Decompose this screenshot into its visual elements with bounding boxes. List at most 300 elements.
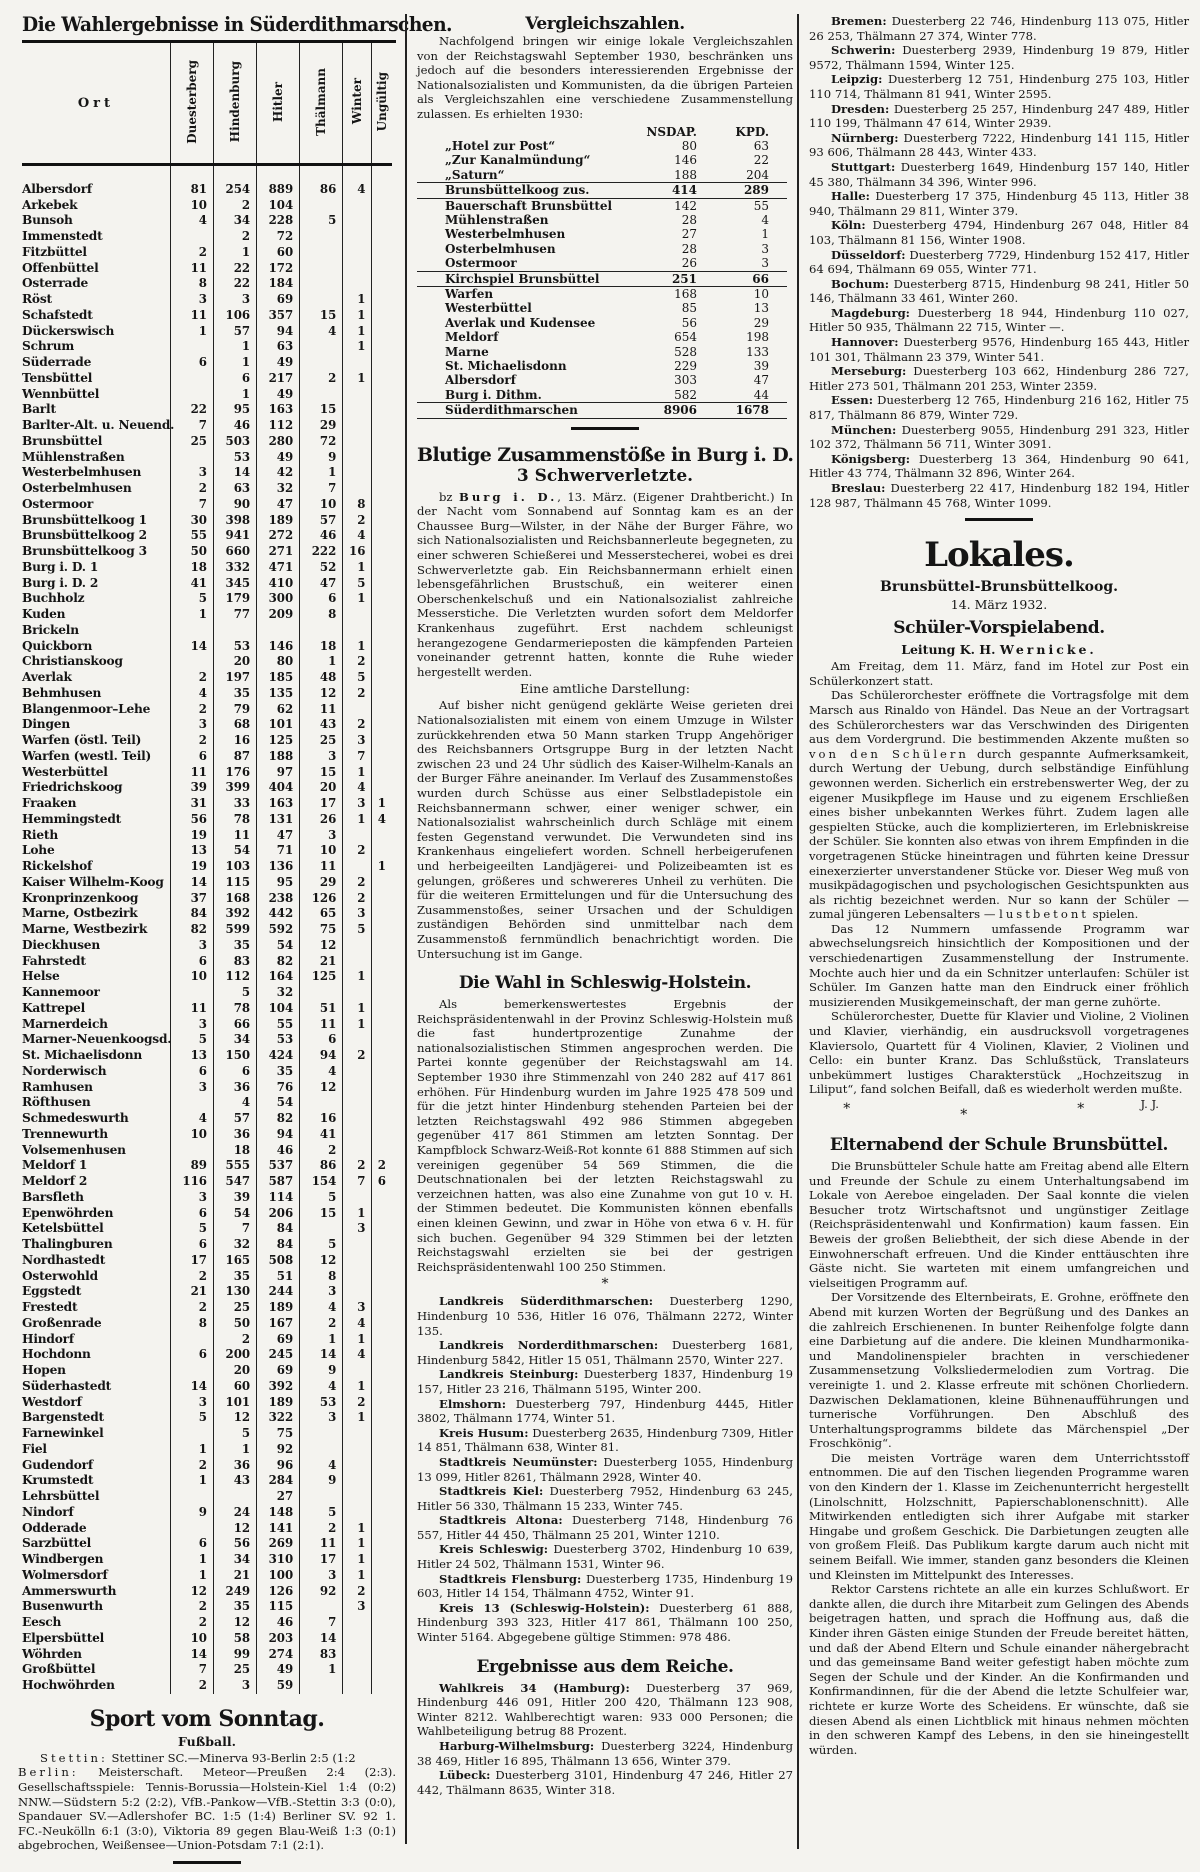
vote-count: 7 xyxy=(170,497,213,513)
vote-count: 167 xyxy=(257,1316,300,1332)
vote-count: 5 xyxy=(300,213,343,229)
vote-count: 206 xyxy=(257,1206,300,1222)
vote-count xyxy=(372,1536,392,1552)
place-name: Großbüttel xyxy=(22,1662,96,1677)
results-row xyxy=(22,576,392,592)
place-name: Ostermoor xyxy=(22,496,94,511)
vote-count: 1 xyxy=(343,969,372,985)
vote-count: 172 xyxy=(257,261,300,277)
reich-result: Köln: Duesterberg 4794, Hindenburg 267 048, Hitler 84 103, Thälmann 81 156, Winter 1908. xyxy=(809,218,1189,247)
district-result: Elmshorn: Duesterberg 797, Hindenburg 4445, Hitler 3802, Thälmann 1774, Winter 51. xyxy=(417,1396,793,1426)
vote-count: 3 xyxy=(170,465,213,481)
vote-count xyxy=(343,607,372,623)
vote-count: 2 xyxy=(343,1395,372,1411)
vote-count: 3 xyxy=(300,828,343,844)
vote-count: 168 xyxy=(214,891,257,907)
vote-count: 14 xyxy=(300,1347,343,1363)
district-result: Kreis 13 (Schleswig-Holstein): Duesterberg 61 888, Hindenburg 393 323, Hitler 417 861, Thälmann 100 250, Winter 5164. Abgegebene gültige Stimmen: 978 486. xyxy=(417,1600,793,1645)
vote-count: 141 xyxy=(257,1521,300,1537)
vote-count: 1 xyxy=(343,1536,372,1552)
vote-count: 46 xyxy=(214,418,257,434)
place-name: Marne, Westbezirk xyxy=(22,922,148,936)
vote-count: 6 xyxy=(170,1206,213,1222)
vote-count: 12 xyxy=(300,938,343,954)
place-name: Brunsbüttelkoog 1 xyxy=(22,512,147,527)
vote-count: 63 xyxy=(257,339,300,355)
vote-count: 5 xyxy=(300,1237,343,1253)
vote-count: 12 xyxy=(170,1584,213,1600)
place-name: Warfen (westl. Teil) xyxy=(22,748,152,763)
vote-count: 7 xyxy=(170,418,213,434)
vote-count: 86 xyxy=(300,1158,343,1174)
results-row xyxy=(22,1206,392,1222)
vote-count xyxy=(343,1458,372,1474)
results-row xyxy=(22,355,392,371)
results-row xyxy=(22,780,392,796)
vote-count: 35 xyxy=(214,938,257,954)
place-name: Blangenmoor–Lehe xyxy=(22,701,151,716)
vote-count: 1 xyxy=(343,1410,372,1426)
vote-count: 19 xyxy=(170,859,213,875)
place-name: Elpersbüttel xyxy=(22,1630,105,1645)
vote-count: 4 xyxy=(343,182,372,198)
vote-count: 2 xyxy=(170,1599,213,1615)
vote-count xyxy=(372,969,392,985)
vote-count: 6 xyxy=(170,749,213,765)
vote-count xyxy=(372,1284,392,1300)
vote-count: 8 xyxy=(300,607,343,623)
comparison-total-row: Kirchspiel Brunsbüttel 251 66 xyxy=(417,271,787,286)
vote-count: 95 xyxy=(214,402,257,418)
vote-count: 2 xyxy=(300,1521,343,1537)
vote-count: 5 xyxy=(170,1032,213,1048)
vote-count: 83 xyxy=(300,1647,343,1663)
vote-count: 16 xyxy=(300,1111,343,1127)
vote-count xyxy=(170,985,213,1001)
vote-count: 2 xyxy=(343,717,372,733)
vote-count: 32 xyxy=(214,1237,257,1253)
vote-count xyxy=(372,1489,392,1505)
place-name: Windbergen xyxy=(22,1552,104,1566)
vote-count xyxy=(300,245,343,261)
vote-count xyxy=(372,891,392,907)
place-name: Nordhastedt xyxy=(22,1252,106,1267)
vote-count xyxy=(372,623,392,639)
results-table xyxy=(22,43,392,1694)
sh-text: Als bemerkenswertestes Ergebnis der Reichspräsidentenwahl in der Provinz Schleswig-Holstein muß die fast hundertprozentige Zunahme der nationalsozialistischen Stimmen angesprochen werden. Die Partei konnte gegenüber der Reichstagswahl am 14. September 1930 ihre Stimmenzahl von 240 282 auf 417 861 erhöhen. Für Hindenburg wurden im Jahre 1925 478 509 und für die jetzt hinter Hindenburg stehenden Parteien bei der letzten Reichstagswahl 492 986 Stimmen abgegeben gegenüber 417 861 Stimmen am letzten Sonntag. Der Kampfblock Schwarz-Weiß-Rot konnte 61 888 Stimmen auf sich vereinigen gegenüber 54 569 Stimmen, die die Deutschnationalen bei der letzten Reichstagswahl zu verzeichnen hatten, was also eine Zunahme von gut 10 v. H. der Stimmen bedeutet. Die Kommunisten können ebenfalls einen kleinen Gewinn, und zwar in Höhe von etwa 6 v. H. für sich buchen. Gegenüber 94 329 Stimmen bei der letzten Reichstagswahl erzielten sie bei der gestrigen Reichspräsidentenwahl 100 250 Stimmen. xyxy=(417,997,793,1274)
vote-count xyxy=(300,387,343,403)
vote-count: 43 xyxy=(214,1473,257,1489)
vote-count xyxy=(343,1473,372,1489)
vote-count xyxy=(372,1395,392,1411)
vote-count xyxy=(372,749,392,765)
vote-count: 49 xyxy=(257,1662,300,1678)
place-name: Meldorf 2 xyxy=(22,1174,88,1188)
vote-count xyxy=(372,1127,392,1143)
vote-count: 1 xyxy=(343,1332,372,1348)
vote-count: 1 xyxy=(170,1473,213,1489)
vote-count: 238 xyxy=(257,891,300,907)
vote-count xyxy=(343,481,372,497)
vote-count: 2 xyxy=(343,1584,372,1600)
results-row xyxy=(22,969,392,985)
vote-count: 189 xyxy=(257,1395,300,1411)
vote-count: 16 xyxy=(214,733,257,749)
vote-count: 3 xyxy=(170,1395,213,1411)
vote-count xyxy=(372,843,392,859)
vote-count: 35 xyxy=(214,686,257,702)
results-row xyxy=(22,1584,392,1600)
place-name: Mühlenstraßen xyxy=(22,449,125,464)
vote-count: 5 xyxy=(343,922,372,938)
vote-count: 1 xyxy=(343,639,372,655)
vote-count: 53 xyxy=(300,1395,343,1411)
vote-count xyxy=(257,623,300,639)
eltern-headline: Elternabend der Schule Brunsbüttel. xyxy=(829,1135,1169,1155)
vote-count: 7 xyxy=(300,481,343,497)
vote-count: 14 xyxy=(214,465,257,481)
vote-count xyxy=(170,1332,213,1348)
vote-count: 150 xyxy=(214,1048,257,1064)
vote-count xyxy=(343,985,372,1001)
vote-count xyxy=(372,292,392,308)
results-row xyxy=(22,1064,392,1080)
vote-count xyxy=(372,1505,392,1521)
vote-count xyxy=(372,1017,392,1033)
vote-count: 6 xyxy=(170,954,213,970)
vote-count: 46 xyxy=(257,1143,300,1159)
vote-count: 29 xyxy=(300,875,343,891)
place-name: Farnewinkel xyxy=(22,1426,104,1440)
results-row xyxy=(22,1237,392,1253)
vote-count xyxy=(343,198,372,214)
vote-count: 1 xyxy=(170,324,213,340)
vote-count: 2 xyxy=(300,371,343,387)
place-name: Bunsoh xyxy=(22,213,73,228)
vote-count: 5 xyxy=(300,1190,343,1206)
burg-subheadline: 3 Schwerverletzte. xyxy=(516,465,694,486)
vote-count: 47 xyxy=(300,576,343,592)
vote-count: 14 xyxy=(170,639,213,655)
vote-count xyxy=(372,1300,392,1316)
lokales-heading: Lokales. xyxy=(924,535,1074,576)
place-name: Ammerswurth xyxy=(22,1583,117,1598)
results-row xyxy=(22,812,392,828)
vote-count: 18 xyxy=(214,1143,257,1159)
results-row xyxy=(22,859,392,875)
vote-count: 84 xyxy=(257,1237,300,1253)
vote-count: 9 xyxy=(170,1505,213,1521)
vote-count: 300 xyxy=(257,591,300,607)
place-name: Hopen xyxy=(22,1363,66,1377)
results-row xyxy=(22,796,392,812)
results-row xyxy=(22,938,392,954)
vote-count: 94 xyxy=(257,324,300,340)
vote-count: 555 xyxy=(214,1158,257,1174)
reich-result: Wahlkreis 34 (Hamburg): Duesterberg 37 969, Hindenburg 446 091, Hitler 200 420, Thälmann 123 908, Winter 8212. Wahlberechtigt waren: 933 000 Personen; die Wahlbeteiligung betrug 88 Prozent. xyxy=(417,1680,793,1739)
comparison-row: Marne 528 133 xyxy=(445,344,769,359)
place-name: Osterbelmhusen xyxy=(22,481,132,495)
results-row xyxy=(22,1095,392,1111)
vote-count: 2 xyxy=(170,702,213,718)
place-name: Westerbelmhusen xyxy=(22,465,142,480)
vote-count: 11 xyxy=(170,1001,213,1017)
vote-count: 37 xyxy=(170,891,213,907)
vote-count: 1 xyxy=(372,796,392,812)
vote-count xyxy=(343,1489,372,1505)
vote-count xyxy=(343,954,372,970)
vote-count xyxy=(372,1064,392,1080)
vote-count: 274 xyxy=(257,1647,300,1663)
vote-count: 92 xyxy=(300,1584,343,1600)
place-name: Tensbüttel xyxy=(22,370,93,385)
vote-count: 77 xyxy=(214,607,257,623)
vote-count xyxy=(170,450,213,466)
place-name: Süderhastedt xyxy=(22,1378,112,1393)
header-hitler: Hitler xyxy=(257,43,300,165)
vote-count xyxy=(343,450,372,466)
place-name: Fitzbüttel xyxy=(22,244,87,259)
vote-count: 101 xyxy=(257,717,300,733)
vote-count: 1 xyxy=(343,371,372,387)
vote-count: 99 xyxy=(214,1647,257,1663)
vote-count xyxy=(343,418,372,434)
place-name: Süderrade xyxy=(22,355,92,369)
vote-count xyxy=(343,1237,372,1253)
vote-count: 57 xyxy=(214,324,257,340)
results-row xyxy=(22,1426,392,1442)
place-name: Trennewurth xyxy=(22,1126,108,1141)
vote-count: 81 xyxy=(170,182,213,198)
results-row xyxy=(22,1017,392,1033)
place-name: Wennbüttel xyxy=(22,386,100,401)
sport-text: Stettin: Stettiner SC.—Minerva 93-Berlin 2:5 (1:2 Berlin: Meisterschaft. Meteor—Preußen 2:4 (2:3). Gesellschaftsspiele: Tennis-Borussia—Holstein-Kiel 1:4 (0:2) NNW.—Südstern 5:2 (2:2), VfB.-Pankow—VfB.-Stettin 3:3 (0:0), Spandauer SV.—Adlershofer BC. 1:5 (1:4) Berliner SV. 92 1. FC.-Neukölln 6:1 (3:0), Viktoria 89 gegen Blau-Weiß 1:3 (0:1) abgebrochen, Weißensee—Union-Potsdam 7:1 (2:1). xyxy=(18,1750,396,1853)
vote-count xyxy=(343,1095,372,1111)
vote-count: 2 xyxy=(170,1300,213,1316)
results-row xyxy=(22,1505,392,1521)
vote-count: 43 xyxy=(300,717,343,733)
vote-count: 7 xyxy=(300,1615,343,1631)
vote-count xyxy=(372,765,392,781)
place-name: Eggstedt xyxy=(22,1284,82,1299)
vote-count: 21 xyxy=(214,1568,257,1584)
place-name: Wöhrden xyxy=(22,1646,82,1661)
vote-count: 1 xyxy=(170,1552,213,1568)
eltern-p1: Die Brunsbütteler Schule hatte am Freitag abend alle Eltern und Freunde der Schule zu einem Unterhaltungsabend im Lokale von Aereboe eingeladen. Der Saal konnte die vielen Besucher trotz Wirtschaftsnot und ungünstiger Zeitlage (Reichspräsidentenwahl und Konfirmation) kaum fassen. Ein Beweis der großen Beliebtheit, der sich diese Abende in der Einwohnerschaft erfreuen. Und die Kinder enttäuschten ihre Gäste nicht. Sie warteten mit einem umfangreichen und vielseitigen Programm auf. xyxy=(809,1159,1189,1290)
vote-count: 39 xyxy=(214,1190,257,1206)
official-report: Auf bisher nicht genügend geklärte Weise gerieten drei Nationalsozialisten mit einem von einem Umzuge in Wilster zurückkehrenden etwa 50 Mann starken Trupp Angehöriger des Reichsbanners Ortsgruppe Burg in der letzten Nacht zwischen 23 und 24 Uhr südlich des Kaiser-Wilhelm-Kanals an der Burger Fähre aneinander. Im Verlauf des Zusammenstoßes wurden durch Schüsse aus einer Selbstladepistole ein Reichsbannermann schwer, einer weniger schwer, ein Nationalsozialist wahrscheinlich durch Schläge mit einem festen Gegenstand verwundet. Die Verwundeten sind ins Krankenhaus eingeliefert worden. Schnell herbeigerufenen und herbeigeeilten Landjägerei- und Polizeibeamten ist es gelungen, größeres und schwereres Unheil zu verhüten. Die für die weiteren Ermittelungen und für die Untersuchung des Zusammenstoßes, seiner Ursachen und der Schuldigen zuständigen Behörden sind unmittelbar nach dem Zusammenstoß fernmündlich benachrichtigt worden. Die Untersuchung ist im Gange. xyxy=(417,698,793,961)
vote-count: 6 xyxy=(300,1032,343,1048)
vote-count: 272 xyxy=(257,528,300,544)
vote-count: 12 xyxy=(300,686,343,702)
vote-count: 3 xyxy=(300,1284,343,1300)
vote-count: 55 xyxy=(257,1017,300,1033)
vote-count: 146 xyxy=(257,639,300,655)
place-name: St. Michaelisdonn xyxy=(22,1048,143,1062)
vote-count xyxy=(170,229,213,245)
comparison-row: Burg i. Dithm. 582 44 xyxy=(445,387,769,402)
section-rule xyxy=(571,427,639,430)
vote-count: 14 xyxy=(170,1647,213,1663)
reich-result: Dresden: Duesterberg 25 257, Hindenburg 247 489, Hitler 110 199, Thälmann 47 614, Winter 2939. xyxy=(809,101,1189,131)
vote-count xyxy=(372,1332,392,1348)
vote-count xyxy=(300,292,343,308)
place-name: Osterrade xyxy=(22,276,89,291)
vote-count: 203 xyxy=(257,1631,300,1647)
vote-count: 112 xyxy=(214,969,257,985)
vorspiel-headline: Schüler-Vorspielabend. xyxy=(893,618,1105,639)
place-name: Westdorf xyxy=(22,1394,82,1409)
results-row xyxy=(22,465,392,481)
vorspiel-p2: Das Schülerorchester eröffnete die Vortragsfolge mit dem Marsch aus Rinaldo von Händel. Das Neue an der Vortragsart des Schülerorchesters war das Verschwinden des Dirigenten aus dem Vordergrund. Die bestimmenden Akzente mußten so von den Schülern durch gespannte Aufmerksamkeit, durch Wertung der Uebung, durch selbständige Einfühlung gewonnen werden. Sicherlich ein erstrebenswerter Weg, der zu eigener Musikpflege im Hause und zu eigenem Erschließen eines bisher unbekannten Werkes führt. Zudem lagen alle gespielten Stücke, auch die komplizierteren, im Erlebniskreise der Schüler. Sie konnten also etwas von ihrem Empfinden in die vorgetragenen Stücke hineintragen und führten keine Dressur einexerzierter unverstandener Stücke vor. Dieser Weg muß von musikpädagogischen und psychologischen Gesichtspunkten aus als richtig bezeichnet werden. Nur so kann der Schüler — zumal jüngeren Lebensalters — lustbetont spielen. xyxy=(809,688,1189,922)
vote-count xyxy=(343,355,372,371)
vote-count xyxy=(343,1662,372,1678)
vote-count: 1 xyxy=(214,339,257,355)
vote-count xyxy=(343,702,372,718)
vote-count xyxy=(372,985,392,1001)
vote-count: 3 xyxy=(170,1190,213,1206)
vote-count: 188 xyxy=(257,749,300,765)
column-reich-and-local xyxy=(797,14,1189,1849)
results-row xyxy=(22,229,392,245)
reich-result: Königsberg: Duesterberg 13 364, Hindenburg 90 641, Hitler 43 774, Thälmann 32 896, Winter 264. xyxy=(809,451,1189,481)
vote-count xyxy=(300,985,343,1001)
vote-count: 76 xyxy=(257,1080,300,1096)
vote-count: 209 xyxy=(257,607,300,623)
vote-count: 179 xyxy=(214,591,257,607)
vote-count: 2 xyxy=(343,686,372,702)
vote-count xyxy=(372,1048,392,1064)
place-name: Brunsbüttelkoog 2 xyxy=(22,528,147,543)
vote-count: 185 xyxy=(257,670,300,686)
vote-count xyxy=(372,1647,392,1663)
district-result: Landkreis Norderdithmarschen: Duesterberg 1681, Hindenburg 5842, Hitler 15 051, Thälmann 2570, Winter 227. xyxy=(417,1338,793,1367)
place-name: Epenwöhrden xyxy=(22,1205,114,1220)
vote-count: 503 xyxy=(214,434,257,450)
vote-count: 30 xyxy=(170,513,213,529)
reich-result: Magdeburg: Duesterberg 18 944, Hindenburg 110 027, Hitler 50 935, Thälmann 22 715, Winter —. xyxy=(809,305,1189,335)
place-name: Barlter-Alt. u. Neuend. xyxy=(22,418,175,432)
vote-count: 1 xyxy=(300,465,343,481)
vote-count xyxy=(372,1001,392,1017)
place-name: Schrum xyxy=(22,339,75,354)
results-row xyxy=(22,1332,392,1348)
vote-count xyxy=(343,1615,372,1631)
vote-count xyxy=(372,387,392,403)
vote-count: 11 xyxy=(170,765,213,781)
comparison-row: Warfen 168 10 xyxy=(445,287,769,302)
vote-count: 75 xyxy=(300,922,343,938)
results-row xyxy=(22,1536,392,1552)
place-name: Albersdorf xyxy=(22,181,92,196)
vote-count: 15 xyxy=(300,1206,343,1222)
vote-count: 10 xyxy=(300,843,343,859)
vote-count xyxy=(300,1095,343,1111)
place-name: Ketelsbüttel xyxy=(22,1221,104,1236)
reich-result: Bremen: Duesterberg 22 746, Hindenburg 113 075, Hitler 26 253, Thälmann 27 374, Winter 778. xyxy=(809,14,1189,43)
vote-count: 34 xyxy=(214,1552,257,1568)
vote-count: 36 xyxy=(214,1127,257,1143)
results-row xyxy=(22,339,392,355)
reich-result: Leipzig: Duesterberg 12 751, Hindenburg 275 103, Hitler 110 714, Thälmann 81 941, Winter 2595. xyxy=(809,72,1189,101)
vote-count: 60 xyxy=(214,1379,257,1395)
vote-count: 54 xyxy=(257,938,300,954)
vote-count xyxy=(343,1111,372,1127)
results-row xyxy=(22,1111,392,1127)
vote-count xyxy=(170,339,213,355)
place-name: Schafstedt xyxy=(22,307,93,322)
vote-count xyxy=(372,938,392,954)
vote-count: 41 xyxy=(170,576,213,592)
comparison-header-row xyxy=(417,125,787,139)
vote-count xyxy=(372,1206,392,1222)
vote-count xyxy=(372,1584,392,1600)
vote-count: 90 xyxy=(214,497,257,513)
reich-results-continued xyxy=(809,14,1189,510)
comparison-row: St. Michaelisdonn 229 39 xyxy=(445,359,769,374)
place-name: Fiel xyxy=(22,1441,47,1456)
vote-count: 3 xyxy=(170,938,213,954)
vote-count xyxy=(372,276,392,292)
place-name: Buchholz xyxy=(22,591,85,606)
vote-count: 5 xyxy=(170,1221,213,1237)
vote-count: 14 xyxy=(170,1379,213,1395)
reich-result: Hannover: Duesterberg 9576, Hindenburg 165 443, Hitler 101 301, Thälmann 23 379, Winter 541. xyxy=(809,335,1189,364)
vote-count: 3 xyxy=(214,1678,257,1694)
vote-count: 63 xyxy=(214,481,257,497)
vote-count: 9 xyxy=(300,450,343,466)
place-name: Bargenstedt xyxy=(22,1410,104,1425)
place-name: Kattrepel xyxy=(22,1000,86,1015)
vote-count xyxy=(170,654,213,670)
place-name: Nindorf xyxy=(22,1504,74,1519)
results-row xyxy=(22,670,392,686)
reich-result: Lübeck: Duesterberg 3101, Hindenburg 47 246, Hitler 27 442, Thälmann 8635, Winter 318. xyxy=(417,1768,793,1797)
vote-count: 3 xyxy=(343,733,372,749)
vote-count: 57 xyxy=(214,1111,257,1127)
comparison-row: Mühlenstraßen 28 4 xyxy=(445,213,769,227)
vote-count: 92 xyxy=(257,1442,300,1458)
vote-count: 69 xyxy=(257,1363,300,1379)
vote-count: 53 xyxy=(214,639,257,655)
place-name: Dingen xyxy=(22,717,70,732)
vote-count: 39 xyxy=(170,780,213,796)
header-thaelmann: Thälmann xyxy=(300,43,343,165)
vote-count: 2 xyxy=(170,1458,213,1474)
vote-count: 3 xyxy=(300,1568,343,1584)
vote-count xyxy=(343,1080,372,1096)
place-name: Volsemenhusen xyxy=(22,1142,126,1157)
results-row xyxy=(22,765,392,781)
place-name: Eesch xyxy=(22,1615,62,1629)
vote-count: 176 xyxy=(214,765,257,781)
header-hindenburg: Hindenburg xyxy=(214,43,257,165)
place-name: Offenbüttel xyxy=(22,260,99,275)
place-name: Röst xyxy=(22,292,52,306)
vote-count: 80 xyxy=(257,654,300,670)
vote-count: 27 xyxy=(257,1489,300,1505)
vote-count: 4 xyxy=(170,1111,213,1127)
results-row xyxy=(22,1442,392,1458)
vote-count: 2 xyxy=(300,1316,343,1332)
vorspiel-p1: Am Freitag, dem 11. März, fand im Hotel zur Post ein Schülerkonzert statt. xyxy=(809,659,1189,688)
vote-count: 89 xyxy=(170,1158,213,1174)
vote-count xyxy=(372,1363,392,1379)
vote-count: 9 xyxy=(300,1473,343,1489)
vote-count: 57 xyxy=(300,513,343,529)
vote-count: 1 xyxy=(343,1521,372,1537)
vote-count: 3 xyxy=(343,1300,372,1316)
